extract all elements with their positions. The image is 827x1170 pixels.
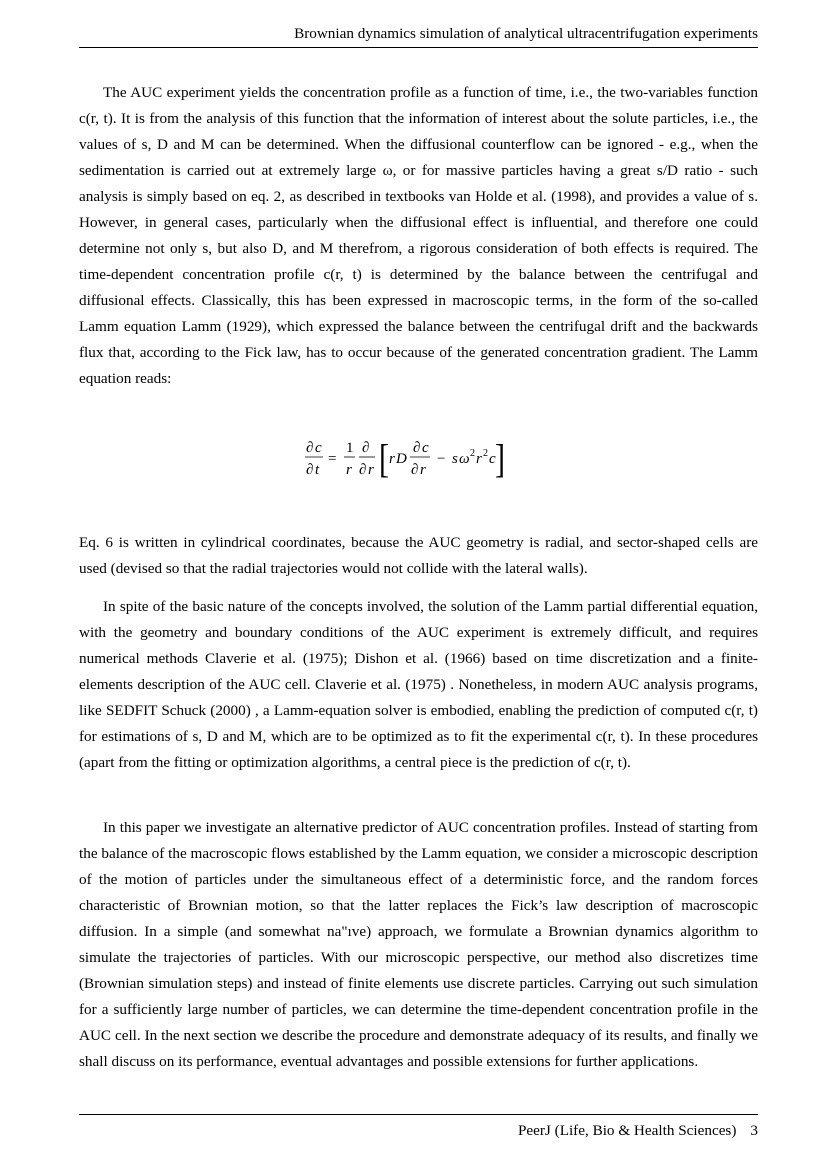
- eq-t: t: [315, 462, 320, 478]
- eq-exponent: 2: [470, 448, 475, 459]
- eq-D: D: [396, 451, 407, 467]
- eq-bracket-close: ]: [495, 436, 505, 482]
- footer-rule: [79, 1114, 758, 1115]
- eq-c: c: [489, 451, 496, 467]
- paragraph-3: In spite of the basic nature of the concepts involved, the solution of the Lamm partial differential equation, with the geometry and boundary conditions of the AUC experiment is extremely difficult, and requires numerical methods Claverie et al. (1975); Dishon et al. (1966) based on time discretization and a finite-elements description of the AUC cell. Claverie et al. (1975) . Nonetheless, in modern AUC analysis programs, like SEDFIT Schuck (2000) , a Lamm-equation solver is embodied, enabling the prediction of computed c(r, t) for estimations of s, D and M, which are to be optimized as to fit the experimental c(r, t). In these procedures (apart from the fitting or optimization algorithms, a central piece is the prediction of c(r, t).: [79, 598, 758, 771]
- running-header: Brownian dynamics simulation of analytical ultracentrifugation experiments: [294, 25, 758, 42]
- eq-r: r: [389, 451, 395, 467]
- eq-one: 1: [346, 440, 354, 456]
- eq-r: r: [368, 462, 374, 478]
- lamm-equation: [0, 436, 827, 486]
- eq-partial: ∂: [306, 462, 314, 478]
- page-number: 3: [750, 1122, 758, 1139]
- eq-c: c: [315, 440, 322, 456]
- eq-partial: ∂: [306, 440, 314, 456]
- eq-r: r: [420, 462, 426, 478]
- eq-exponent: 2: [483, 448, 488, 459]
- eq-equals: =: [328, 451, 337, 467]
- eq-partial: ∂: [362, 440, 370, 456]
- eq-minus: −: [437, 451, 446, 467]
- eq-r: r: [346, 462, 352, 478]
- header-rule: [79, 47, 758, 48]
- eq-c: c: [422, 440, 429, 456]
- eq-omega: ω: [459, 451, 470, 467]
- eq-r: r: [476, 451, 482, 467]
- eq-partial: ∂: [359, 462, 367, 478]
- eq-partial: ∂: [411, 462, 419, 478]
- eq-s: s: [452, 451, 458, 467]
- page-footer: [79, 1121, 758, 1141]
- eq-partial: ∂: [413, 440, 421, 456]
- paragraph-2: Eq. 6 is written in cylindrical coordinates, because the AUC geometry is radial, and sector-shaped cells are used (devised so that the radial trajectories would not collide with the lateral walls).: [79, 534, 758, 577]
- journal-name: PeerJ (Life, Bio & Health Sciences): [517, 1122, 737, 1139]
- paragraph-1: The AUC experiment yields the concentration profile as a function of time, i.e., the two-variables function c(r, t). It is from the analysis of this function that the information of interest about the solute particles, i.e., the values of s, D and M can be determined. When the diffusional counterflow can be ignored - e.g., when the sedimentation is carried out at extremely large ω, or for massive particles having a great s/D ratio - such analysis is simply based on eq. 2, as described in textbooks van Holde et al. (1998), and provides a value of s. However, in general cases, particularly when the diffusional effect is influential, and therefore one could determine not only s, but also D, and M therefrom, a rigorous consideration of both effects is required. The time-dependent concentration profile c(r, t) is determined by the balance between the centrifugal and diffusional effects. Classically, this has been expressed in macroscopic terms, in the form of the so-called Lamm equation Lamm (1929), which expressed the balance between the centrifugal drift and the backwards flux that, according to the Fick law, has to occur because of the generated concentration gradient. The Lamm equation reads:: [79, 84, 758, 387]
- eq-bracket-open: [: [379, 436, 389, 482]
- paragraph-4: In this paper we investigate an alternative predictor of AUC concentration profiles. Instead of starting from the balance of the macroscopic flows established by the Lamm equation, we consider a microscopic description of the motion of particles under the simultaneous effect of a deterministic force, and the random forces characteristic of Brownian motion, so that the latter replaces the Fick’s law description of macroscopic diffusion. In a simple (and somewhat na"ıve) approach, we formulate a Brownian dynamics algorithm to simulate the trajectories of particles. With our microscopic perspective, our method also discretizes time (Brownian simulation steps) and instead of finite elements use discrete particles. Carrying out such simulation for a sufficiently large number of particles, we can determine the time-dependent concentration profile in the AUC cell. In the next section we describe the procedure and demonstrate adequacy of its results, and finally we shall discuss on its performance, eventual advantages and possible extensions for further applications.: [79, 819, 758, 1070]
